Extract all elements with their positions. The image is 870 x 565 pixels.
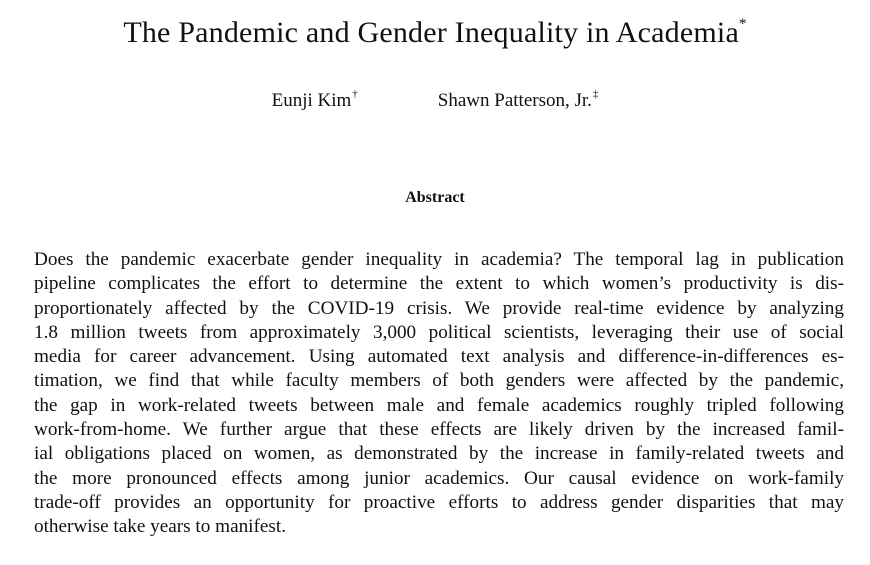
- abstract-heading: Abstract: [405, 189, 465, 206]
- author-2-footnote-mark: ‡: [592, 88, 599, 100]
- abstract-line: Does the pandemic exacerbate gender inequality in academia? The temporal lag in publication: [34, 249, 844, 270]
- abstract-line: pipeline complicates the effort to determine the extent to which women’s productivity is dis-: [34, 273, 844, 295]
- abstract-line: the more pronounced effects among junior academics. Our causal evidence on work-family: [34, 467, 844, 489]
- abstract-line: 1.8 million tweets from approximately 3,000 political scientists, leveraging their use of social: [34, 321, 844, 343]
- author-1-footnote-mark: †: [352, 88, 358, 100]
- abstract-body: [34, 248, 844, 540]
- abstract-line: trade-off provides an opportunity for proactive efforts to address gender disparities that may: [34, 491, 844, 513]
- title-footnote-mark: *: [738, 16, 747, 32]
- abstract-line: the gap in work-related tweets between male and female academics roughly tripled following: [34, 394, 844, 416]
- author-1: [272, 89, 358, 113]
- abstract-line: work-from-home. We further argue that these effects are likely driven by the increased famil-: [34, 419, 844, 441]
- author-1-name: Eunji Kim: [271, 90, 352, 111]
- abstract-line: ial obligations placed on women, as demonstrated by the increase in family-related tweets and: [34, 443, 844, 465]
- author-2: [438, 89, 599, 113]
- abstract-line: timation, we find that while faculty members of both genders were affected by the pandemic,: [34, 370, 844, 392]
- author-2-name: Shawn Patterson, Jr.: [437, 90, 592, 111]
- author-list: [0, 89, 870, 113]
- abstract-line: proportionately affected by the COVID-19 crisis. We provide real-time evidence by analyzing: [34, 297, 844, 319]
- paper-title-text: The Pandemic and Gender Inequality in Academia: [123, 16, 739, 49]
- paper-title: [0, 14, 870, 52]
- abstract-line: otherwise take years to manifest.: [34, 516, 287, 538]
- abstract-line: media for career advancement. Using automated text analysis and difference-in-differences es-: [34, 346, 844, 368]
